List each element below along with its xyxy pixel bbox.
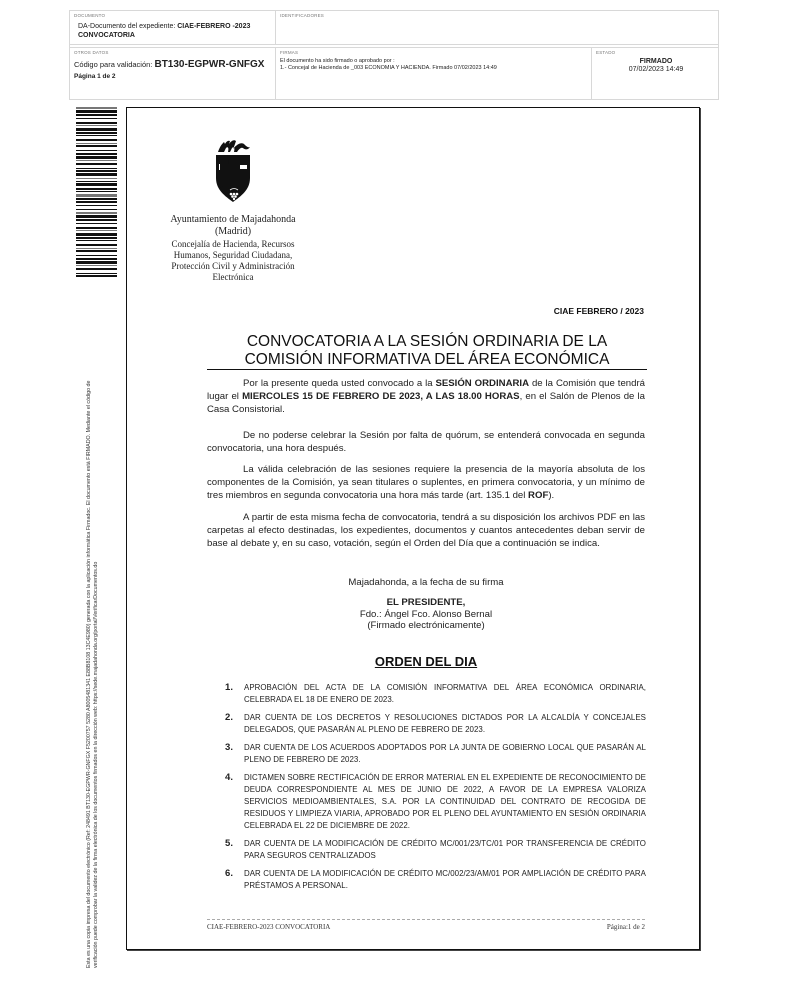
barcode-stripe — [76, 110, 117, 113]
firmas-line-2: 1.- Concejal de Hacienda de _003 ECONOMIA Y HACIENDA. Firmado 07/02/2023 14:49 — [280, 65, 497, 71]
barcode-stripe — [76, 275, 117, 277]
barcode-stripe — [76, 215, 117, 218]
agenda-item-text: DICTAMEN SOBRE RECTIFICACIÓN DE ERROR MATERIAL EN EL EXPEDIENTE DE RECONOCIMIENTO DE DEUDA CORRESPONDIENTE AL MES DE JUNIO DE 2022, A FAVOR DE LA EMPRESA VALORIZA SERVICIOS MEDIOAMBIENTALES, S.A. POR LA CONTINUIDAD DEL CONTRATO DE RECOGIDA DE RESIDUOS Y LIMPIEZA VIARIA, APROBADO POR EL PLENO DEL AYUNTAMIENTO EN SESIÓN ORDINARIA CELEBRADA EL 22 DE DICIEMBRE DE 2022. — [244, 773, 646, 830]
barcode-stripe — [76, 145, 117, 147]
municipality-name: Ayuntamiento de Majadahonda — [170, 214, 296, 225]
barcode-stripe — [76, 118, 117, 119]
barcode-stripe — [76, 178, 117, 179]
documento-label: DOCUMENTO — [74, 13, 106, 18]
firmas-line-1: El documento ha sido firmado o aprobado por : — [280, 58, 395, 64]
agenda-item — [220, 772, 646, 832]
barcode-stripe — [76, 240, 117, 241]
document-header — [69, 10, 719, 100]
p1-session-type: SESIÓN ORDINARIA — [435, 378, 530, 389]
barcode-stripe — [76, 244, 117, 246]
agenda-item — [220, 742, 646, 766]
agenda-item-text: DAR CUENTA DE LA MODIFICACIÓN DE CRÉDITO MC/002/23/AM/01 POR AMPLIACIÓN DE CRÉDITO PARA PRÉSTAMOS A PERSONAL. — [244, 869, 646, 890]
barcode-stripe — [76, 150, 117, 151]
barcode-stripe — [76, 209, 117, 210]
verification-side-text — [86, 298, 100, 968]
p1-text-c: de la Comisión que tendrá lugar el — [207, 378, 645, 402]
agenda-title: ORDEN DEL DIA — [374, 654, 478, 669]
paragraph-4 — [207, 511, 645, 550]
estado-status — [592, 58, 720, 74]
agenda-item — [220, 838, 646, 862]
estado-value: FIRMADO — [639, 58, 673, 65]
barcode-stripe — [76, 181, 117, 182]
identificadores-label: IDENTIFICADORES — [280, 13, 325, 18]
barcode-stripe — [76, 128, 117, 131]
agenda-item-number: 6. — [225, 868, 234, 879]
agenda-list — [220, 682, 646, 898]
barcode-stripe — [76, 135, 117, 136]
barcode-stripe — [76, 153, 117, 155]
barcode-stripe — [76, 258, 117, 260]
p3-text-c: ). — [548, 490, 555, 501]
barcode-stripe — [76, 205, 117, 206]
barcode-stripe — [76, 125, 117, 126]
department-name: Concejalía de Hacienda, Recursos Humanos, Seguridad Ciudadana, Protección Civil y Administración Electrónica — [171, 239, 295, 282]
majadahonda-coat-of-arms-icon — [213, 138, 253, 204]
signature-block — [207, 597, 645, 632]
barcode-stripe — [76, 198, 117, 200]
barcode-stripe — [76, 132, 117, 134]
barcode-stripe — [76, 114, 117, 116]
barcode-stripe — [76, 227, 117, 229]
barcode-stripe — [76, 219, 117, 221]
p4-text: A partir de esta misma fecha de convocatoria, tendrá a su disposición los archivos PDF en las carpetas al efecto destinadas, los expedientes, documentos y cuantos antecedentes deban servir de base al debate y, en su caso, votación, según el Orden del Día que a continuación se indica. — [207, 512, 645, 549]
side-text-line-1: Esta es una copia impresa del documento electrónico (Ref: 248491 BT130-EGPWR-GNFGX F5200757 5280 A8005481341 E88B8108 13C4E980) generada con la aplicación informática Firmadoc. El documento está FIRMADO. Mediante el código de — [86, 380, 92, 968]
agenda-item-number: 4. — [225, 772, 234, 783]
barcode-stripe — [76, 168, 117, 169]
barcode-stripe — [76, 248, 117, 249]
barcode-stripe — [76, 170, 117, 172]
signature-location: Majadahonda, a la fecha de su firma — [348, 577, 504, 588]
barcode-stripe — [76, 265, 117, 266]
side-text-line-2: verificación puede comprobar la validez de la firma electrónica de los documentos firmados en la dirección web: https://sede.majadahonda.org/portal/VerificarDocumentos.do — [93, 561, 99, 968]
documento-id: CIAE-FEBRERO -2023 CONVOCATORIA — [78, 23, 251, 39]
paragraph-2 — [207, 429, 645, 455]
barcode-stripe — [76, 139, 117, 141]
otros-datos-label: OTROS DATOS — [74, 50, 109, 55]
footer-document-name: CIAE-FEBRERO-2023 CONVOCATORIA — [207, 923, 331, 931]
agenda-item-number: 5. — [225, 838, 234, 849]
barcode-stripe — [76, 188, 117, 190]
p1-text-e: , en el Salón de Plenos de la Casa Consistorial. — [207, 391, 645, 415]
agenda-item — [220, 682, 646, 706]
documento-value — [78, 22, 268, 40]
barcode-stripe — [76, 230, 117, 231]
validation-code-prefix: Código para validación: — [74, 60, 155, 69]
agenda-item-text: APROBACIÓN DEL ACTA DE LA COMISIÓN INFORMATIVA DEL ÁREA ECONÓMICA ORDINARIA, CELEBRADA EL 18 DE ENERO DE 2023. — [244, 683, 646, 704]
barcode-stripe — [76, 212, 117, 214]
agenda-item — [220, 712, 646, 736]
footer-divider — [207, 919, 645, 920]
paragraph-3 — [207, 463, 645, 502]
barcode-stripe — [76, 201, 117, 203]
agenda-item-text: DAR CUENTA DE LOS ACUERDOS ADOPTADOS POR LA JUNTA DE GOBIERNO LOCAL QUE PASARÁN AL PLENO DE FEBRERO DE 2023. — [244, 743, 646, 764]
validation-code — [74, 59, 264, 70]
letterhead — [160, 214, 306, 283]
signature-note: (Firmado electrónicamente) — [367, 620, 485, 631]
estado-cell — [592, 48, 720, 100]
p2-text: De no poderse celebrar la Sesión por falta de quórum, se entenderá convocada en segunda convocatoria, una hora después. — [207, 430, 645, 454]
barcode-stripe — [76, 107, 117, 109]
identificadores-cell — [276, 11, 720, 44]
footer-page-number: Página:1 de 2 — [606, 923, 645, 931]
documento-cell — [70, 11, 276, 44]
barcode-stripe — [76, 183, 117, 186]
barcode-stripe — [76, 273, 117, 274]
p3-text-a: La válida celebración de las sesiones requiere la presencia de la mayoría absoluta de los componentes de la Comisión, ya sean titulares o suplentes, en primera convocatoria, y un mínimo de tres miembros en segunda convocatoria una hora más tarde (art. 135.1 del — [207, 464, 645, 501]
barcode-stripe — [76, 194, 117, 197]
agenda-item-text: DAR CUENTA DE LA MODIFICACIÓN DE CRÉDITO MC/001/23/TC/01 POR TRANSFERENCIA DE CRÉDITO PARA SEGUROS CENTRALIZADOS — [244, 839, 646, 860]
barcode-icon — [76, 107, 117, 276]
signature-name: Fdo.: Ángel Fco. Alonso Bernal — [359, 608, 493, 620]
estado-label: ESTADO — [596, 50, 616, 55]
header-row-2 — [70, 47, 718, 100]
p1-text-a: Por la presente queda usted convocado a la — [243, 378, 436, 389]
paragraph-1 — [207, 377, 645, 416]
barcode-stripe — [76, 268, 117, 270]
documento-prefix: DA-Documento del expediente: — [78, 23, 178, 30]
barcode-stripe — [76, 261, 117, 264]
signature-role: EL PRESIDENTE, — [386, 597, 466, 608]
barcode-stripe — [76, 156, 117, 159]
page-title: CONVOCATORIA A LA SESIÓN ORDINARIA DE LA COMISIÓN INFORMATIVA DEL ÁREA ECONÓMICA — [207, 333, 647, 370]
firmas-cell — [276, 48, 592, 100]
barcode-stripe — [76, 255, 117, 256]
agenda-item-number: 1. — [225, 682, 234, 693]
barcode-stripe — [76, 191, 117, 192]
barcode-stripe — [76, 160, 117, 161]
municipality-region: (Madrid) — [214, 226, 252, 237]
barcode-stripe — [76, 143, 117, 144]
otros-datos-cell — [70, 48, 276, 100]
agenda-item-text: DAR CUENTA DE LOS DECRETOS Y RESOLUCIONES DICTADOS POR LA ALCALDÍA Y CONCEJALES DELEGADOS, QUE PASARÁN AL PLENO DE FEBRERO DE 2023. — [244, 713, 646, 734]
barcode-stripe — [76, 233, 117, 236]
agenda-item-number: 3. — [225, 742, 234, 753]
validation-code-value: BT130-EGPWR-GNFGX — [154, 59, 265, 70]
barcode-stripe — [76, 237, 117, 239]
agenda-item-number: 2. — [225, 712, 234, 723]
p3-rof: ROF — [528, 490, 549, 501]
document-reference: CIAE FEBRERO / 2023 — [553, 306, 644, 316]
barcode-stripe — [76, 163, 117, 165]
page-count: Página 1 de 2 — [74, 73, 116, 80]
agenda-item — [220, 868, 646, 892]
barcode-stripe — [76, 250, 117, 252]
p1-session-date: MIERCOLES 15 DE FEBRERO DE 2023, A LAS 18.00 HORAS — [242, 391, 520, 402]
firmas-label: FIRMAS — [280, 50, 299, 55]
estado-date: 07/02/2023 14:49 — [628, 66, 684, 73]
header-row-1 — [70, 11, 718, 45]
barcode-stripe — [76, 122, 117, 124]
barcode-stripe — [76, 223, 117, 224]
barcode-stripe — [76, 173, 117, 176]
